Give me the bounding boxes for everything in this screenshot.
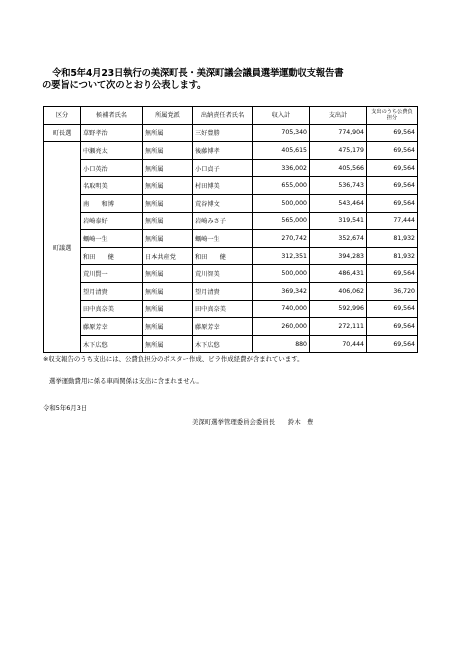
- title-line-1: 令和5年4月23日執行の美深町長・美深町議会議員選挙運動収支報告書: [52, 68, 344, 79]
- income-total: 500,000: [253, 194, 310, 212]
- section-label: 町議選: [44, 142, 81, 353]
- table-row: [44, 142, 418, 160]
- party: 無所属: [143, 142, 193, 160]
- candidate-name: 和田 健: [81, 247, 143, 265]
- header-category: 区分: [44, 107, 81, 125]
- treasurer-name: 後藤博孝: [193, 142, 253, 160]
- public-expense: 69,564: [367, 265, 418, 283]
- public-expense: 69,564: [367, 124, 418, 142]
- public-expense: 69,564: [367, 335, 418, 353]
- candidate-name: 小口英治: [81, 159, 143, 177]
- signer: 美深町選挙管理委員会委員長 鈴木 豊: [192, 418, 314, 426]
- table-row: [44, 265, 418, 283]
- treasurer-name: 荒谷博文: [193, 194, 253, 212]
- candidate-name: 名取明美: [81, 177, 143, 195]
- expense-total: 486,431: [310, 265, 367, 283]
- treasurer-name: 木下広悠: [193, 335, 253, 353]
- expense-report-table: [43, 106, 418, 353]
- income-total: 336,002: [253, 159, 310, 177]
- expense-total: 543,464: [310, 194, 367, 212]
- treasurer-name: 望月清貴: [193, 282, 253, 300]
- public-expense: 69,564: [367, 318, 418, 336]
- table-row: [44, 230, 418, 248]
- expense-total: 475,179: [310, 142, 367, 160]
- header-income: 収入計: [253, 107, 310, 125]
- income-total: 500,000: [253, 265, 310, 283]
- candidate-name: 岩崎泰好: [81, 212, 143, 230]
- income-total: 740,000: [253, 300, 310, 318]
- candidate-name: 田中真奈美: [81, 300, 143, 318]
- public-expense: 69,564: [367, 300, 418, 318]
- expense-total: 536,743: [310, 177, 367, 195]
- expense-total: 405,566: [310, 159, 367, 177]
- candidate-name: 望月清貴: [81, 282, 143, 300]
- footnote-public-expense: ※収支報告のうち支出には、公費負担分のポスター作成、ビラ作成経費が含まれています。: [43, 355, 304, 363]
- income-total: 405,615: [253, 142, 310, 160]
- public-expense: 69,564: [367, 194, 418, 212]
- expense-total: 352,674: [310, 230, 367, 248]
- expense-total: 272,111: [310, 318, 367, 336]
- table-row: [44, 300, 418, 318]
- party: 無所属: [143, 194, 193, 212]
- public-expense: 69,564: [367, 177, 418, 195]
- public-expense: 81,932: [367, 247, 418, 265]
- income-total: 880: [253, 335, 310, 353]
- candidate-name: 南 和博: [81, 194, 143, 212]
- expense-total: 774,904: [310, 124, 367, 142]
- income-total: 705,340: [253, 124, 310, 142]
- treasurer-name: 荒川智美: [193, 265, 253, 283]
- party: 日本共産党: [143, 247, 193, 265]
- party: 無所属: [143, 300, 193, 318]
- income-total: 260,000: [253, 318, 310, 336]
- party: 無所属: [143, 159, 193, 177]
- header-party: 所属党派: [143, 107, 193, 125]
- public-expense: 36,720: [367, 282, 418, 300]
- treasurer-name: 蠣崎一生: [193, 230, 253, 248]
- candidate-name: 荒川賢一: [81, 265, 143, 283]
- income-total: 565,000: [253, 212, 310, 230]
- party: 無所属: [143, 230, 193, 248]
- candidate-name: 藤原芳幸: [81, 318, 143, 336]
- treasurer-name: 藤原芳幸: [193, 318, 253, 336]
- candidate-name: 草野孝治: [81, 124, 143, 142]
- treasurer-name: 和田 健: [193, 247, 253, 265]
- table-row: [44, 212, 418, 230]
- treasurer-name: 田中真奈美: [193, 300, 253, 318]
- income-total: 312,351: [253, 247, 310, 265]
- income-total: 655,000: [253, 177, 310, 195]
- table-row: [44, 318, 418, 336]
- expense-total: 319,541: [310, 212, 367, 230]
- report-title: [42, 68, 442, 92]
- public-expense: 81,932: [367, 230, 418, 248]
- table-row: [44, 335, 418, 353]
- footnote-vehicle: 選挙運動費用に係る車両関係は支出に含まれません。: [49, 377, 203, 385]
- publication-date: 令和5年6月3日: [43, 404, 88, 412]
- party: 無所属: [143, 265, 193, 283]
- header-row: [44, 107, 418, 125]
- header-public-expense: 支出のうち公費負担分: [367, 107, 418, 125]
- public-expense: 77,444: [367, 212, 418, 230]
- treasurer-name: 三好豊勝: [193, 124, 253, 142]
- title-line-2: の要旨について次のとおり公表します。: [42, 80, 207, 91]
- expense-total: 406,062: [310, 282, 367, 300]
- party: 無所属: [143, 335, 193, 353]
- treasurer-name: 岩崎みさ子: [193, 212, 253, 230]
- public-expense: 69,564: [367, 159, 418, 177]
- table-row: [44, 159, 418, 177]
- treasurer-name: 村田博美: [193, 177, 253, 195]
- table-row: [44, 282, 418, 300]
- treasurer-name: 小口貞子: [193, 159, 253, 177]
- public-expense: 69,564: [367, 142, 418, 160]
- header-treasurer: 出納責任者氏名: [193, 107, 253, 125]
- header-expense: 支出計: [310, 107, 367, 125]
- table-row: [44, 194, 418, 212]
- header-candidate: 候補者氏名: [81, 107, 143, 125]
- table-row: [44, 177, 418, 195]
- expense-total: 592,996: [310, 300, 367, 318]
- table-row: [44, 247, 418, 265]
- party: 無所属: [143, 124, 193, 142]
- party: 無所属: [143, 212, 193, 230]
- candidate-name: 木下広悠: [81, 335, 143, 353]
- expense-total: 70,444: [310, 335, 367, 353]
- section-label: 町長選: [44, 124, 81, 142]
- candidate-name: 中瀬亮太: [81, 142, 143, 160]
- expense-total: 394,283: [310, 247, 367, 265]
- party: 無所属: [143, 282, 193, 300]
- party: 無所属: [143, 177, 193, 195]
- table-row: [44, 124, 418, 142]
- income-total: 270,742: [253, 230, 310, 248]
- income-total: 369,342: [253, 282, 310, 300]
- candidate-name: 蠣崎一生: [81, 230, 143, 248]
- party: 無所属: [143, 318, 193, 336]
